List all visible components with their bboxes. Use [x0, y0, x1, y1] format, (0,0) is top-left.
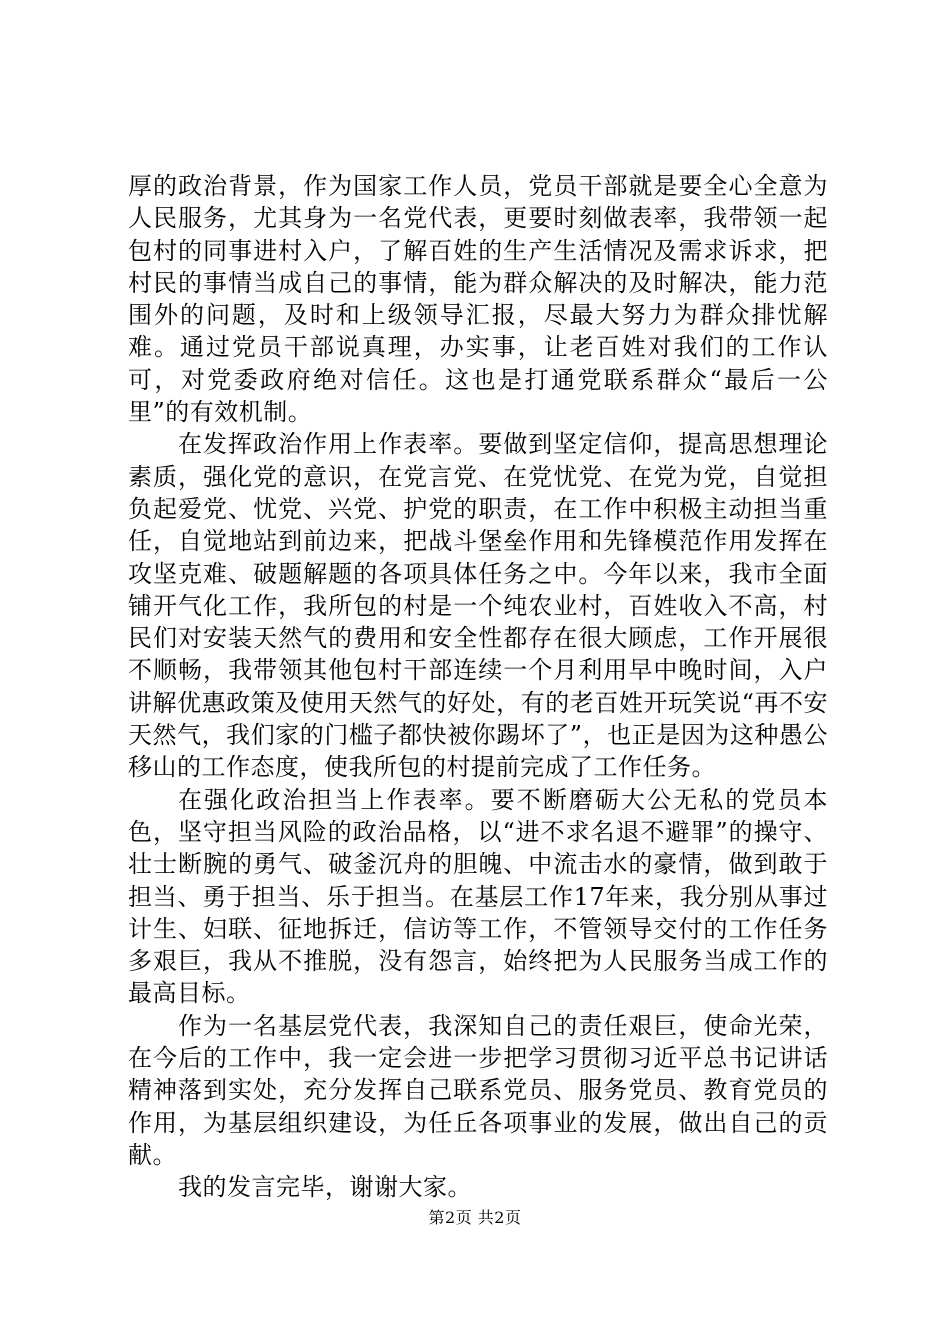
- document-body: [128, 170, 828, 1204]
- paragraph-future-commitment: 作为一名基层党代表，我深知自己的责任艰巨，使命光荣，在今后的工作中，我一定会进一步把学习贯彻习近平总书记讲话精神落到实处，充分发挥自己联系党员、服务党员、教育党员的作用，为基层组织建设，为任丘各项事业的发展，做出自己的贡献。: [128, 1011, 828, 1169]
- page-footer: 第2页 共2页: [428, 1208, 522, 1227]
- paragraph-political-responsibility: 在强化政治担当上作表率。要不断磨砺大公无私的党员本色，坚守担当风险的政治品格，以“进不求名退不避罪”的操守、壮士断腕的勇气、破釜沉舟的胆魄、中流击水的豪情，做到敢于担当、勇于担当、乐于担当。在基层工作17年来，我分别从事过计生、妇联、征地拆迁，信访等工作，不管领导交付的工作任务多艰巨，我从不推脱，没有怨言，始终把为人民服务当成工作的最高目标。: [128, 785, 828, 1008]
- paragraph-continuation: 厚的政治背景，作为国家工作人员，党员干部就是要全心全意为人民服务，尤其身为一名党代表，更要时刻做表率，我带领一起包村的同事进村入户，了解百姓的生产生活情况及需求诉求，把村民的事情当成自己的事情，能为群众解决的及时解决，能力范围外的问题，及时和上级领导汇报，尽最大努力为群众排忧解难。通过党员干部说真理，办实事，让老百姓对我们的工作认可，对党委政府绝对信任。这也是打通党联系群众“最后一公里”的有效机制。: [128, 172, 828, 427]
- paragraph-political-role: 在发挥政治作用上作表率。要做到坚定信仰，提高思想理论素质，强化党的意识，在党言党、在党忧党、在党为党，自觉担负起爱党、忧党、兴党、护党的职责，在工作中积极主动担当重任，自觉地站到前边来，把战斗堡垒作用和先锋模范作用发挥在攻坚克难、破题解题的各项具体任务之中。今年以来，我市全面铺开气化工作，我所包的村是一个纯农业村，百姓收入不高，村民们对安装天然气的费用和安全性都存在很大顾虑，工作开展很不顺畅，我带领其他包村干部连续一个月利用早中晚时间，入户讲解优惠政策及使用天然气的好处，有的老百姓开玩笑说“再不安天然气，我们家的门槛子都快被你踢坏了”，也正是因为这种愚公移山的工作态度，使我所包的村提前完成了工作任务。: [128, 430, 828, 782]
- paragraph-closing: 我的发言完毕，谢谢大家。: [178, 1173, 472, 1202]
